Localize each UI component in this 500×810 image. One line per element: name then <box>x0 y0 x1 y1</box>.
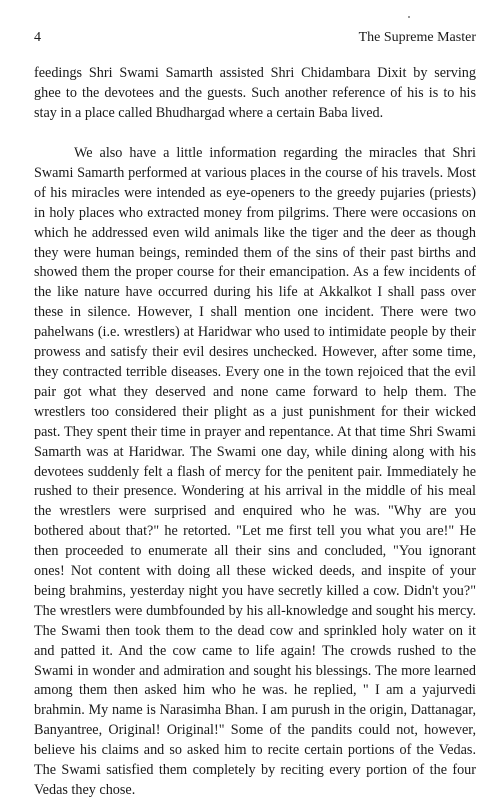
page-number: 4 <box>34 30 41 45</box>
paragraph-text: We also have a little information regarding the miracles that Shri Swami Samarth performed at various places in the course of his travels. Most of his miracles were intended as eye-openers to the greedy pujaries (priests) in holy places who extracted money from pilgrims. There were occasions on which he addressed even wild animals like the tiger and the deer as though they were human beings, reminded them of the sins of their past births and showed them the proper course for their emancipation. As a few incidents of the like nature have occurred during his life at Akkalkot I shall pass over these in silence. However, I shall mention one incident. There were two pahelwans (i.e. wrestlers) at Haridwar who used to intimidate people by their prowess and satisfy their evil desires unchecked. However, after some time, they contracted terrible diseases. Every one in the town rejoiced that the evil pair got what they deserved and none came forward to help them. The wrestlers too considered their plight as a just punishment for their wicked past. They spent their time in prayer and repentance. At that time Shri Swami Samarth was at Haridwar. The Swami one day, while dining along with his devotees suddenly felt a flash of mercy for the penitent pair. Immediately he rushed to their presence. Wondering at his arrival in the middle of his meal the wrestlers were surprised and enquired who he was. "Why are you bothered about that?" he retorted. "Let me first tell you what you are!" He then proceeded to enumerate all their sins and concluded, "You ignorant ones! Not content with doing all these wicked deeds, and inspite of your being brahmins, yesterday night you have secretly killed a cow. Didn't you?" The wrestlers were dumbfounded by his all-knowledge and sought his mercy. The Swami then took them to the dead cow and sprinkled holy water on it and patted it. And the cow came to life again! The crowds rushed to the Swami in wonder and admiration and sought his blessings. The more learned among them then asked him who he was. he replied, " I am a yajurvedi brahmin. My name is Narasimha Bhan. I am purush in the origin, Dattanagar, Banyantree, Original! Original!" Some of the pandits could not, however, believe his claims and so asked him to recite certain portions of the Vedas. The Swami satisfied them completely by reciting every portion of the four Vedas they chose. <box>34 145 476 798</box>
paragraph-2 <box>34 144 476 801</box>
print-speck <box>408 16 410 18</box>
running-title: The Supreme Master <box>358 30 476 45</box>
paragraph-1 <box>34 64 476 124</box>
page-header <box>34 30 476 52</box>
paragraph-text: feedings Shri Swami Samarth assisted Shri Chidambara Dixit by serving ghee to the devotees and the guests. Such another reference of his is to his stay in a place called Bhudhargad where a certain Baba lived. <box>34 65 476 121</box>
